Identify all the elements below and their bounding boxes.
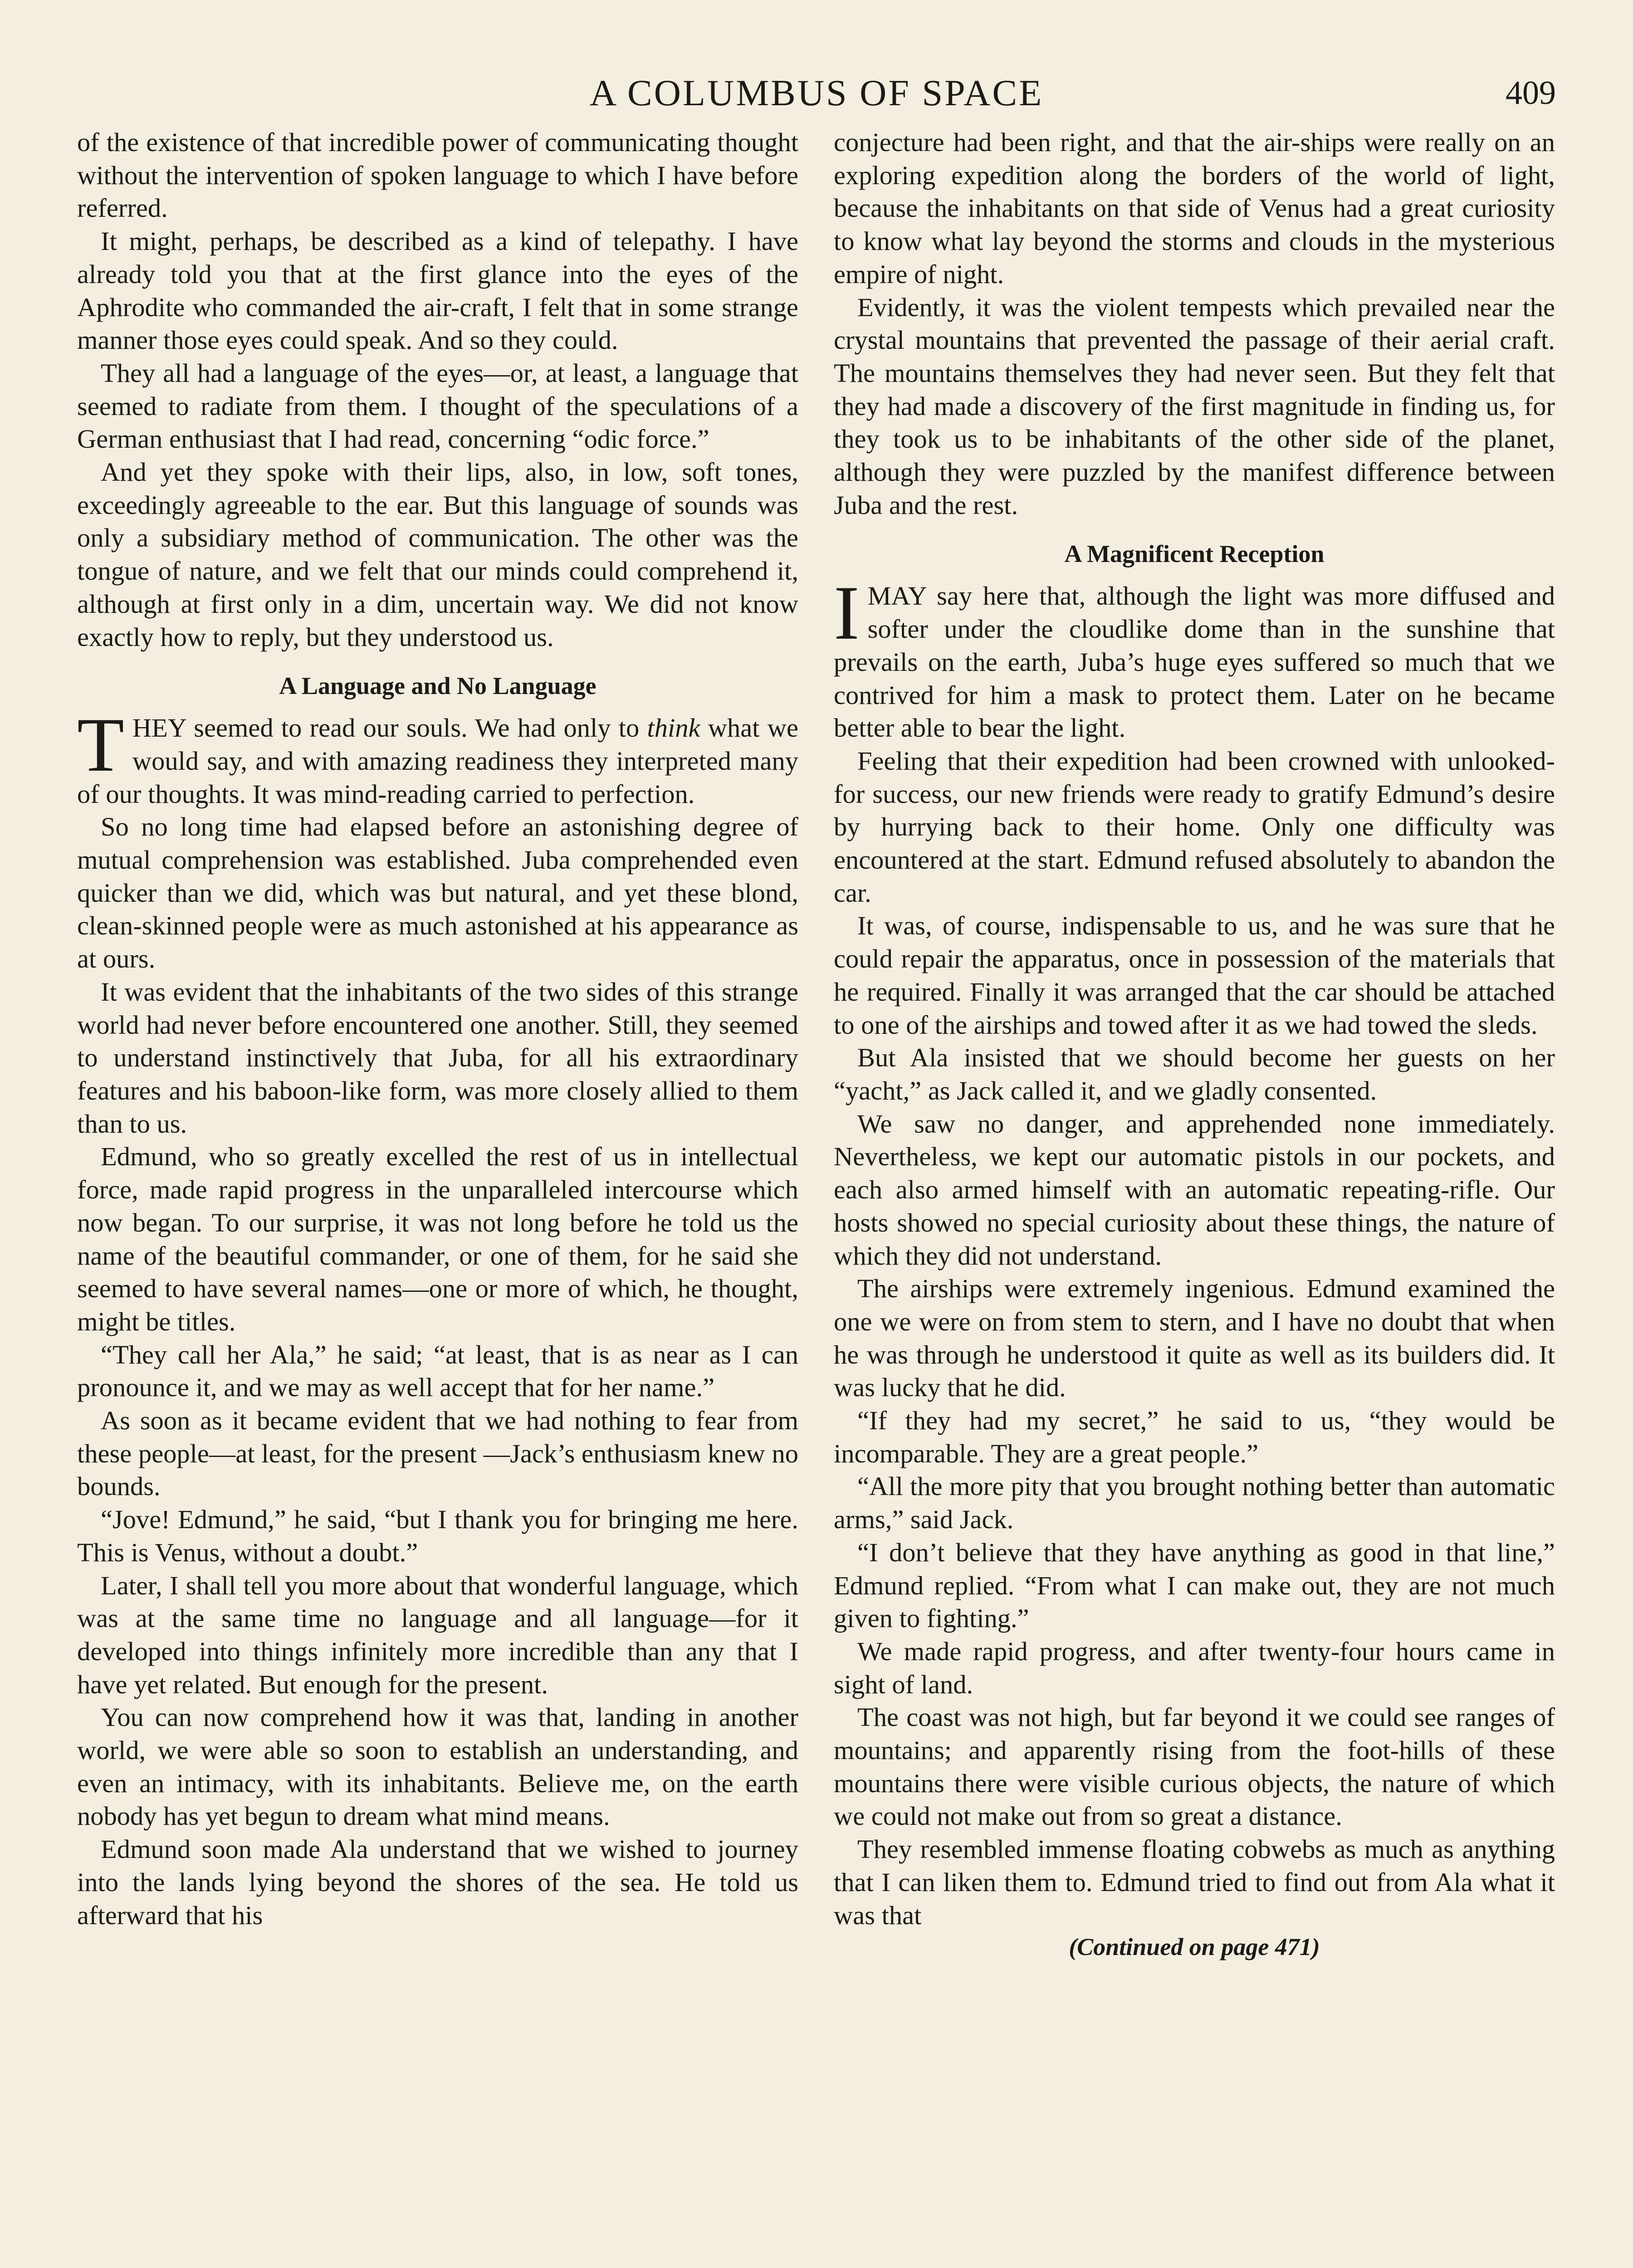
paragraph: “If they had my secret,” he said to us, “they would be incomparable. They are a great people.”: [834, 1406, 1555, 1468]
paragraph: “They call her Ala,” he said; “at least, that is as near as I can pronounce it, and we may as well accept that for her name.”: [77, 1339, 798, 1403]
paragraph-dropcap: [834, 570, 1555, 745]
paragraph: “I don’t believe that they have anything as good in that line,” Edmund replied. “From what I can make out, they are not much given to fighting.”: [834, 1537, 1555, 1633]
drop-cap: T: [77, 702, 124, 788]
paragraph: The airships were extremely ingenious. Edmund examined the one we were on from stem to stern, and I have no doubt that when he was through he understood it quite as well as its builders did. It was lucky that he did.: [834, 1274, 1555, 1403]
paragraph: Evidently, it was the violent tempests which prevailed near the crystal mountains that prevented the passage of their aerial craft. The mountains themselves they had never seen. But they felt that they had made a discovery of the first magnitude in finding us, for they took us to be inhabitants of the other side of the planet, although they were puzzled by the manifest difference between Juba and the rest.: [834, 292, 1555, 520]
section-heading: A Magnificent Reception: [1064, 540, 1325, 568]
page-number: 409: [1506, 74, 1556, 112]
left-column: [77, 126, 798, 1932]
running-title: A COLUMBUS OF SPACE: [589, 72, 1044, 113]
paragraph: It was evident that the inhabitants of the two sides of this strange world had never before encountered one another. Still, they seemed to understand instinctively that Juba, for all his extraordinary features and his baboon-like form, was more closely allied to them than to us.: [77, 977, 798, 1139]
paragraph: “All the more pity that you brought nothing better than automatic arms,” said Jack.: [834, 1471, 1555, 1535]
paragraph: conjecture had been right, and that the air-ships were really on an exploring expedition along the borders of the world of light, because the inhabitants on that side of Venus had a great curiosity to know what lay beyond the storms and clouds in the mysterious empire of night.: [834, 127, 1555, 289]
paragraph: They resembled immense floating cobwebs as much as anything that I can liken them to. Edmund tried to find out from Ala what it was that: [834, 1834, 1555, 1930]
paragraph: Later, I shall tell you more about that wonderful language, which was at the same time no language and all language—for it developed into things infinitely more incredible than any that I have yet related. But enough for the present.: [77, 1570, 798, 1699]
paragraph: Feeling that their expedition had been crowned with unlooked-for success, our new friends were ready to gratify Edmund’s desire by hurrying back to their home. Only one difficulty was encountered at the start. Edmund refused absolutely to abandon the car.: [834, 746, 1555, 908]
paragraph: You can now comprehend how it was that, landing in another world, we were able so soon to establish an understanding, and even an intimacy, with its inhabitants. Believe me, on the earth nobody has yet begun to dream what mind means.: [77, 1702, 798, 1831]
paragraph: So no long time had elapsed before an astonishing degree of mutual comprehension was established. Juba comprehended even quicker than we did, which was but natural, and yet these blond, clean-skinned people were as much astonished at his appearance as at ours.: [77, 812, 798, 974]
text-run: what we would say, and with amazing readiness they interpreted many of our thoughts. It was mind-reading carried to perfection.: [77, 713, 798, 809]
paragraph: of the existence of that incredible power of communicating thought without the intervention of spoken language to which I have before referred.: [77, 127, 798, 223]
page-header: [0, 68, 1633, 118]
paragraph: They all had a language of the eyes—or, at least, a language that seemed to radiate from them. I thought of the speculations of a German enthusiast that I had read, concerning “odic force.”: [77, 358, 798, 454]
drop-cap: I: [834, 570, 860, 656]
paragraph: We made rapid progress, and after twenty-four hours came in sight of land.: [834, 1636, 1555, 1699]
paragraph: It was, of course, indispensable to us, and he was sure that he could repair the apparatus, once in possession of the materials that he required. Finally it was arranged that the car should be attached to one of the airships and towed after it as we had towed the sleds.: [834, 911, 1555, 1040]
paragraph: The coast was not high, but far beyond it we could see ranges of mountains; and apparently rising from the foot-hills of these mountains there were visible curious objects, the nature of which we could not make out from so great a distance.: [834, 1702, 1555, 1831]
section-heading: A Language and No Language: [279, 672, 596, 700]
paragraph: We saw no danger, and apprehended none immediately. Nevertheless, we kept our automatic pistols in our pockets, and each also armed himself with an automatic repeating-rifle. Our hosts showed no special curiosity about these things, the nature of which they did not understand.: [834, 1109, 1555, 1271]
paragraph: As soon as it became evident that we had nothing to fear from these people—at least, for the present —Jack’s enthusiasm knew no bounds.: [77, 1406, 798, 1501]
paragraph: And yet they spoke with their lips, also, in low, soft tones, exceedingly agreeable to the ear. But this language of sounds was only a subsidiary method of communication. The other was the tongue of nature, and we felt that our minds could comprehend it, although at first only in a dim, uncertain way. We did not know exactly how to reply, but they understood us.: [77, 457, 798, 652]
continued-note: (Continued on page 471): [1069, 1933, 1320, 1961]
right-column: [834, 126, 1555, 1962]
paragraph-dropcap: [77, 702, 798, 811]
paragraph: Edmund, who so greatly excelled the rest of us in intellectual force, made rapid progress in the unparalleled intercourse which now began. To our surprise, it was not long before he told us the name of the beautiful commander, or one of them, for he said she seemed to have several names—one or more of which, he thought, might be titles.: [77, 1142, 798, 1336]
paragraph: It might, perhaps, be described as a kind of telepathy. I have already told you that at the first glance into the eyes of the Aphrodite who commanded the air-craft, I felt that in some strange manner those eyes could speak. And so they could.: [77, 226, 798, 355]
paragraph: “Jove! Edmund,” he said, “but I thank you for bringing me here. This is Venus, without a doubt.”: [77, 1505, 798, 1567]
text-run: MAY say here that, although the light was more diffused and softer under the cloudlike dome than in the sunshine that prevails on the earth, Juba’s huge eyes suffered so much that we contrived for him a mask to protect them. Later on he became better able to bear the light.: [834, 581, 1555, 743]
emphasis: think: [647, 713, 700, 743]
paragraph: Edmund soon made Ala understand that we wished to journey into the lands lying beyond the shores of the sea. He told us afterward that his: [77, 1834, 798, 1930]
text-run: HEY seemed to read our souls. We had only to: [132, 713, 647, 743]
paragraph: But Ala insisted that we should become her guests on her “yacht,” as Jack called it, and we gladly consented.: [834, 1043, 1555, 1105]
